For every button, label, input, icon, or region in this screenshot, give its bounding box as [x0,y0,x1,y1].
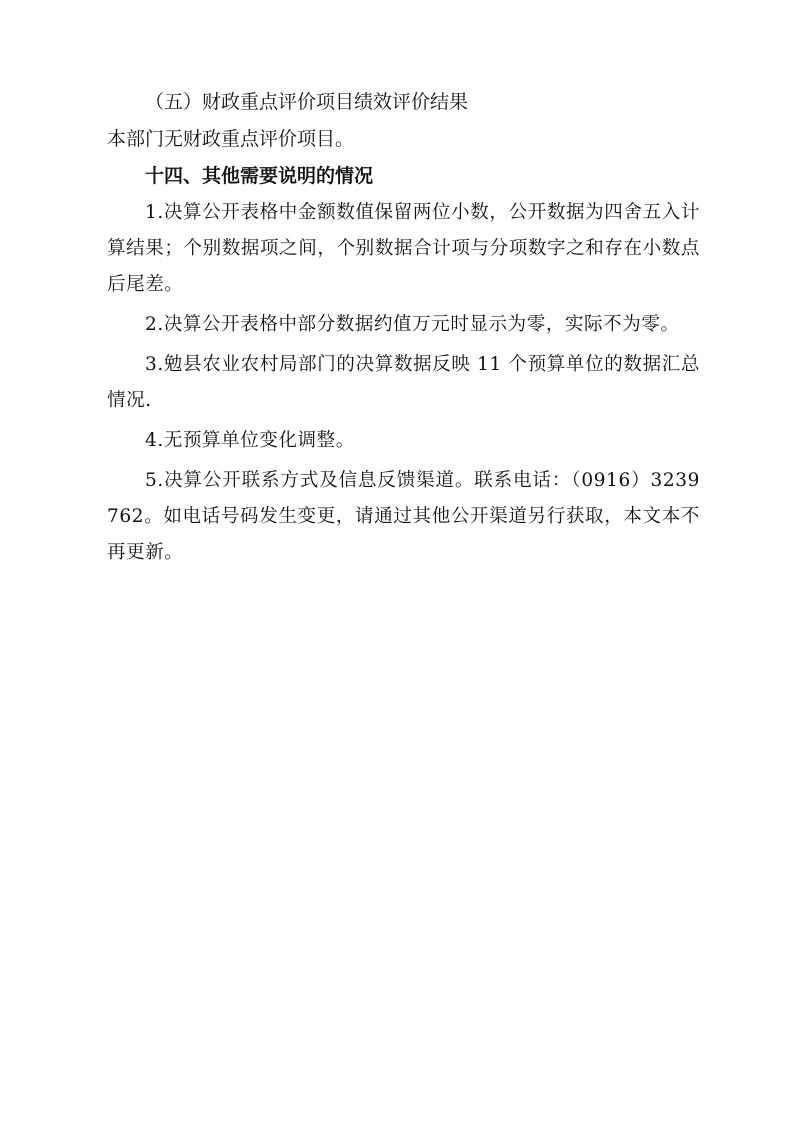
subsection-body: 本部门无财政重点评价项目。 [107,128,355,150]
subsection-title: （五）财政重点评价项目绩效评价结果 [145,91,469,113]
paragraph-item-4: 4.无预算单位变化调整。 [145,430,355,451]
paragraph-item-1: 1.决算公开表格中金额数值保留两位小数，公开数据为四舍五入计算结果；个别数据项之间，个别数据合计项与分项数字之和存在小数点后尾差。 [107,202,700,295]
document-content [107,84,700,571]
paragraph-item-3: 3.勉县农业农村局部门的决算数据反映 11 个预算单位的数据汇总情况. [107,354,700,411]
paragraph-item-2: 2.决算公开表格中部分数据约值万元时显示为零，实际不为零。 [145,314,680,335]
paragraph-item-5: 5.决算公开联系方式及信息反馈渠道。联系电话：（0916）3239762。如电话号码发生变更，请通过其他公开渠道另行获取，本文本不再更新。 [107,470,700,563]
section-title: 十四、其他需要说明的情况 [145,165,374,187]
